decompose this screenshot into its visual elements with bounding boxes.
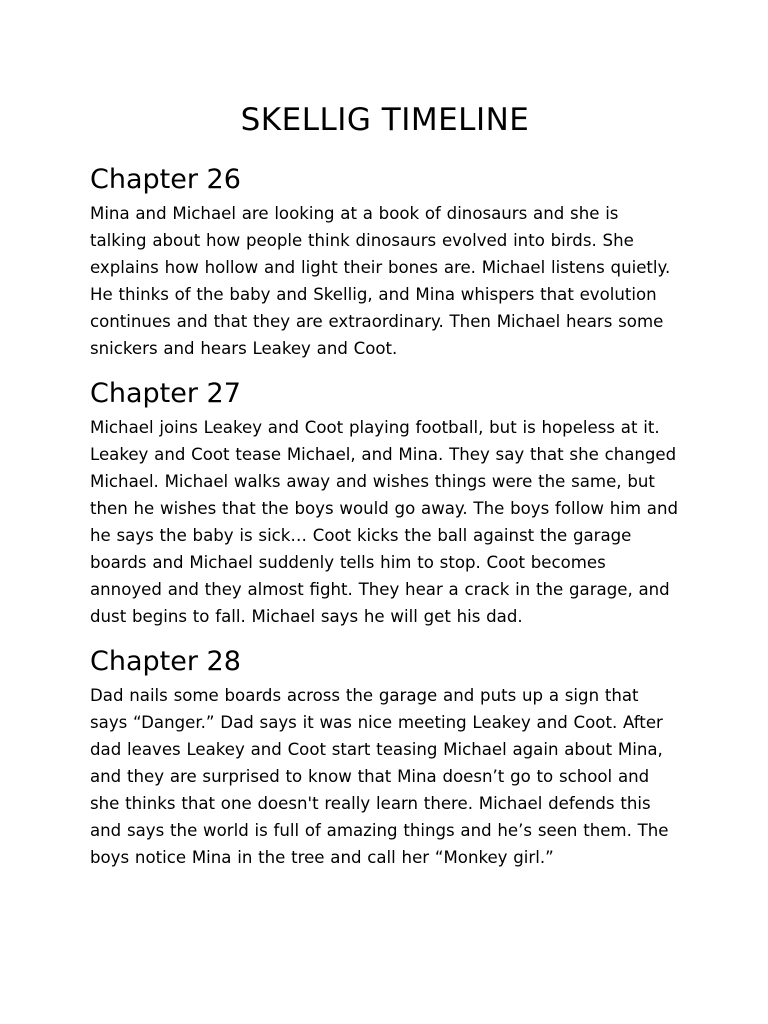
chapter-summary: Michael joins Leakey and Coot playing football, but is hopeless at it. Leakey and Coot tease Michael, and Mina. They say that she changed Michael. Michael walks away and wishes things were the same, but then he wishes that the boys would go away. The boys follow him and he says the baby is sick… Coot kicks the ball against the garage boards and Michael suddenly tells him to stop. Coot becomes annoyed and they almost fight. They hear a crack in the garage, and dust begins to fall. Michael says he will get his dad.	[90, 418, 678, 626]
chapter-27-section	[90, 376, 680, 630]
chapter-summary: Dad nails some boards across the garage and puts up a sign that says “Danger.” Dad says it was nice meeting Leakey and Coot. After dad leaves Leakey and Coot start teasing Michael again about Mina, and they are surprised to know that Mina doesn’t go to school and she thinks that one doesn't really learn there. Michael defends this and says the world is full of amazing things and he’s seen them. The boys notice Mina in the tree and call her “Monkey girl.”	[90, 686, 669, 867]
chapter-28-section	[90, 644, 680, 871]
document-title: SKELLIG TIMELINE	[240, 102, 530, 138]
chapter-heading: Chapter 26	[90, 164, 241, 195]
chapter-heading: Chapter 27	[90, 378, 241, 409]
chapter-heading: Chapter 28	[90, 646, 241, 677]
chapter-26-section	[90, 162, 680, 362]
chapter-summary: Mina and Michael are looking at a book of dinosaurs and she is talking about how people think dinosaurs evolved into birds. She explains how hollow and light their bones are. Michael listens quietly. He thinks of the baby and Skellig, and Mina whispers that evolution continues and that they are extraordinary. Then Michael hears some snickers and hears Leakey and Coot.	[90, 204, 671, 358]
